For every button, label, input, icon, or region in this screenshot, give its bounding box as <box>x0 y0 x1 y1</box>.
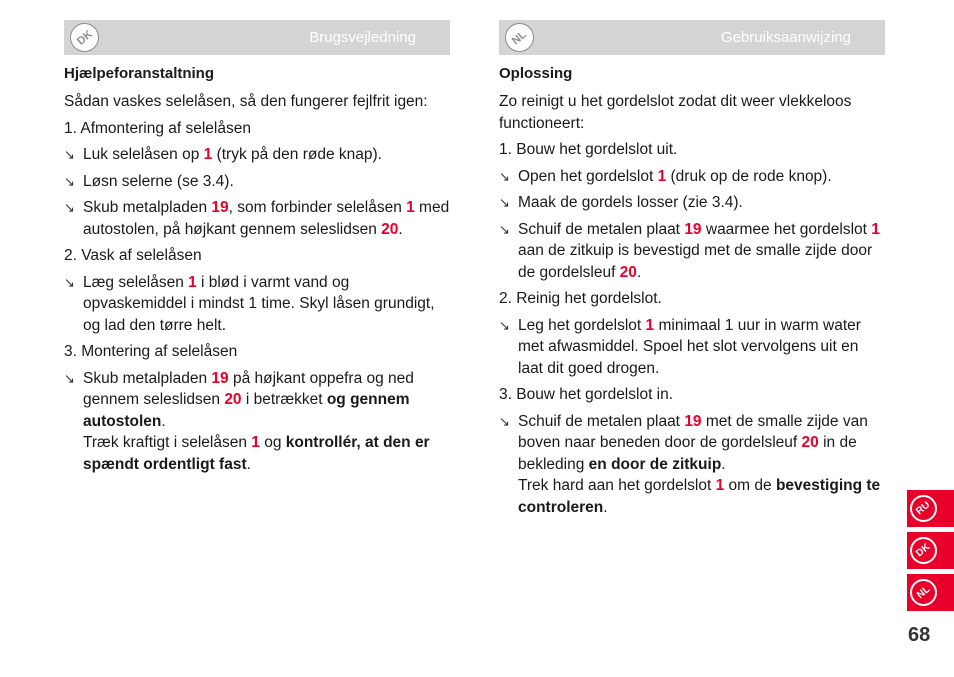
part-ref: 1 <box>406 199 415 216</box>
header-title: Gebruiksaanwijzing <box>720 29 851 46</box>
arrow-icon: ↘ <box>499 221 510 237</box>
part-ref: 1 <box>871 220 880 238</box>
language-tab-dk[interactable] <box>907 532 954 569</box>
arrow-icon: ↘ <box>64 200 75 215</box>
intro-text: Zo reinigt u het gordelslot zodat dit weer vlekkeloos functioneert: <box>499 93 852 132</box>
language-tab-ru[interactable] <box>907 490 954 527</box>
part-ref: 1 <box>203 146 213 163</box>
language-badge-dk: DK <box>70 23 99 52</box>
step-item: ↘ Schuif de metalen plaat 19 waarmee het gordelslot 1 aan de zitkuip is bevestigd met de smalle zijde door de gordelsleuf 20. <box>499 220 880 281</box>
part-ref: 1 <box>188 273 197 291</box>
part-ref: 1 <box>645 316 655 334</box>
part-ref: 1 <box>715 477 725 494</box>
step-heading: 2. Vask af selelåsen <box>64 247 202 264</box>
step-heading: 3. Bouw het gordelslot in. <box>499 386 674 403</box>
section-title: Oplossing <box>499 65 573 82</box>
arrow-icon: ↘ <box>499 168 510 184</box>
header-bar-dk <box>64 20 450 55</box>
arrow-icon: ↘ <box>64 274 75 290</box>
arrow-icon: ↘ <box>64 173 75 189</box>
language-tab-circle: NL <box>910 579 937 606</box>
part-ref: 19 <box>211 369 229 387</box>
step-item: ↘ Luk selelåsen op 1 (tryk på den røde knap). <box>64 144 450 166</box>
step-continuation: Trek hard aan het gordelslot 1 om de bevestiging te controleren. <box>518 477 881 516</box>
step-item: ↘ Skub metalpladen 19 på højkant oppefra og ned gennem seleslidsen 20 i betrækket og gennem autostolen. <box>64 369 414 430</box>
section-title: Hjælpeforanstaltning <box>64 65 215 82</box>
danish-column <box>64 20 450 475</box>
intro-text: Sådan vaskes selelåsen, så den fungerer fejlfrit igen: <box>64 93 428 110</box>
step-item: ↘ Skub metalpladen 19, som forbinder selelåsen 1 med autostolen, på højkant gennem seleslidsen 20. <box>64 199 450 238</box>
arrow-icon: ↘ <box>64 370 75 386</box>
part-ref: 19 <box>211 199 229 216</box>
part-ref: 20 <box>619 263 637 281</box>
step-heading: 2. Reinig het gordelslot. <box>499 290 662 307</box>
step-item: ↘ Leg het gordelslot 1 minimaal 1 uur in warm water met afwasmiddel. Spoel het slot vervolgens uit en laat dit goed drogen. <box>499 316 861 377</box>
part-ref: 1 <box>251 434 260 451</box>
arrow-icon: ↘ <box>499 317 510 333</box>
page-number: 68 <box>908 624 931 646</box>
language-tab-circle: DK <box>910 537 937 564</box>
part-ref: 20 <box>381 220 399 238</box>
header-bar-nl <box>499 20 885 55</box>
instructions <box>499 91 885 518</box>
part-ref: 20 <box>224 391 242 408</box>
step-item: ↘ Maak de gordels losser (zie 3.4). <box>499 192 885 214</box>
part-ref: 1 <box>657 167 667 185</box>
step-heading: 3. Montering af selelåsen <box>64 343 238 360</box>
part-ref: 19 <box>684 220 702 238</box>
language-tab-circle: RU <box>910 495 937 522</box>
arrow-icon: ↘ <box>64 147 75 162</box>
step-item: ↘ Schuif de metalen plaat 19 met de smalle zijde van boven naar beneden door de gordelsleuf 20 in de bekleding en door de zitkuip. <box>499 412 868 473</box>
arrow-icon: ↘ <box>499 413 510 429</box>
header-title: Brugsvejledning <box>309 29 416 46</box>
arrow-icon: ↘ <box>499 195 510 210</box>
step-continuation: Træk kraftigt i selelåsen 1 og kontrollér, at den er spændt ordentligt fast. <box>83 434 430 473</box>
step-heading: 1. Afmontering af selelåsen <box>64 119 251 137</box>
language-badge-nl: NL <box>505 23 534 52</box>
step-item: ↘ Open het gordelslot 1 (druk op de rode knop). <box>499 166 885 188</box>
step-heading: 1. Bouw het gordelslot uit. <box>499 141 678 158</box>
part-ref: 20 <box>801 434 819 451</box>
step-item: ↘ Løsn selerne (se 3.4). <box>64 171 450 193</box>
instructions <box>64 91 450 475</box>
step-item: ↘ Læg selelåsen 1 i blød i varmt vand og opvaskemiddel i mindst 1 time. Skyl låsen grundigt, og lad den tørre helt. <box>64 273 435 334</box>
dutch-column <box>499 20 885 518</box>
language-tab-nl[interactable] <box>907 574 954 611</box>
part-ref: 19 <box>684 412 702 430</box>
